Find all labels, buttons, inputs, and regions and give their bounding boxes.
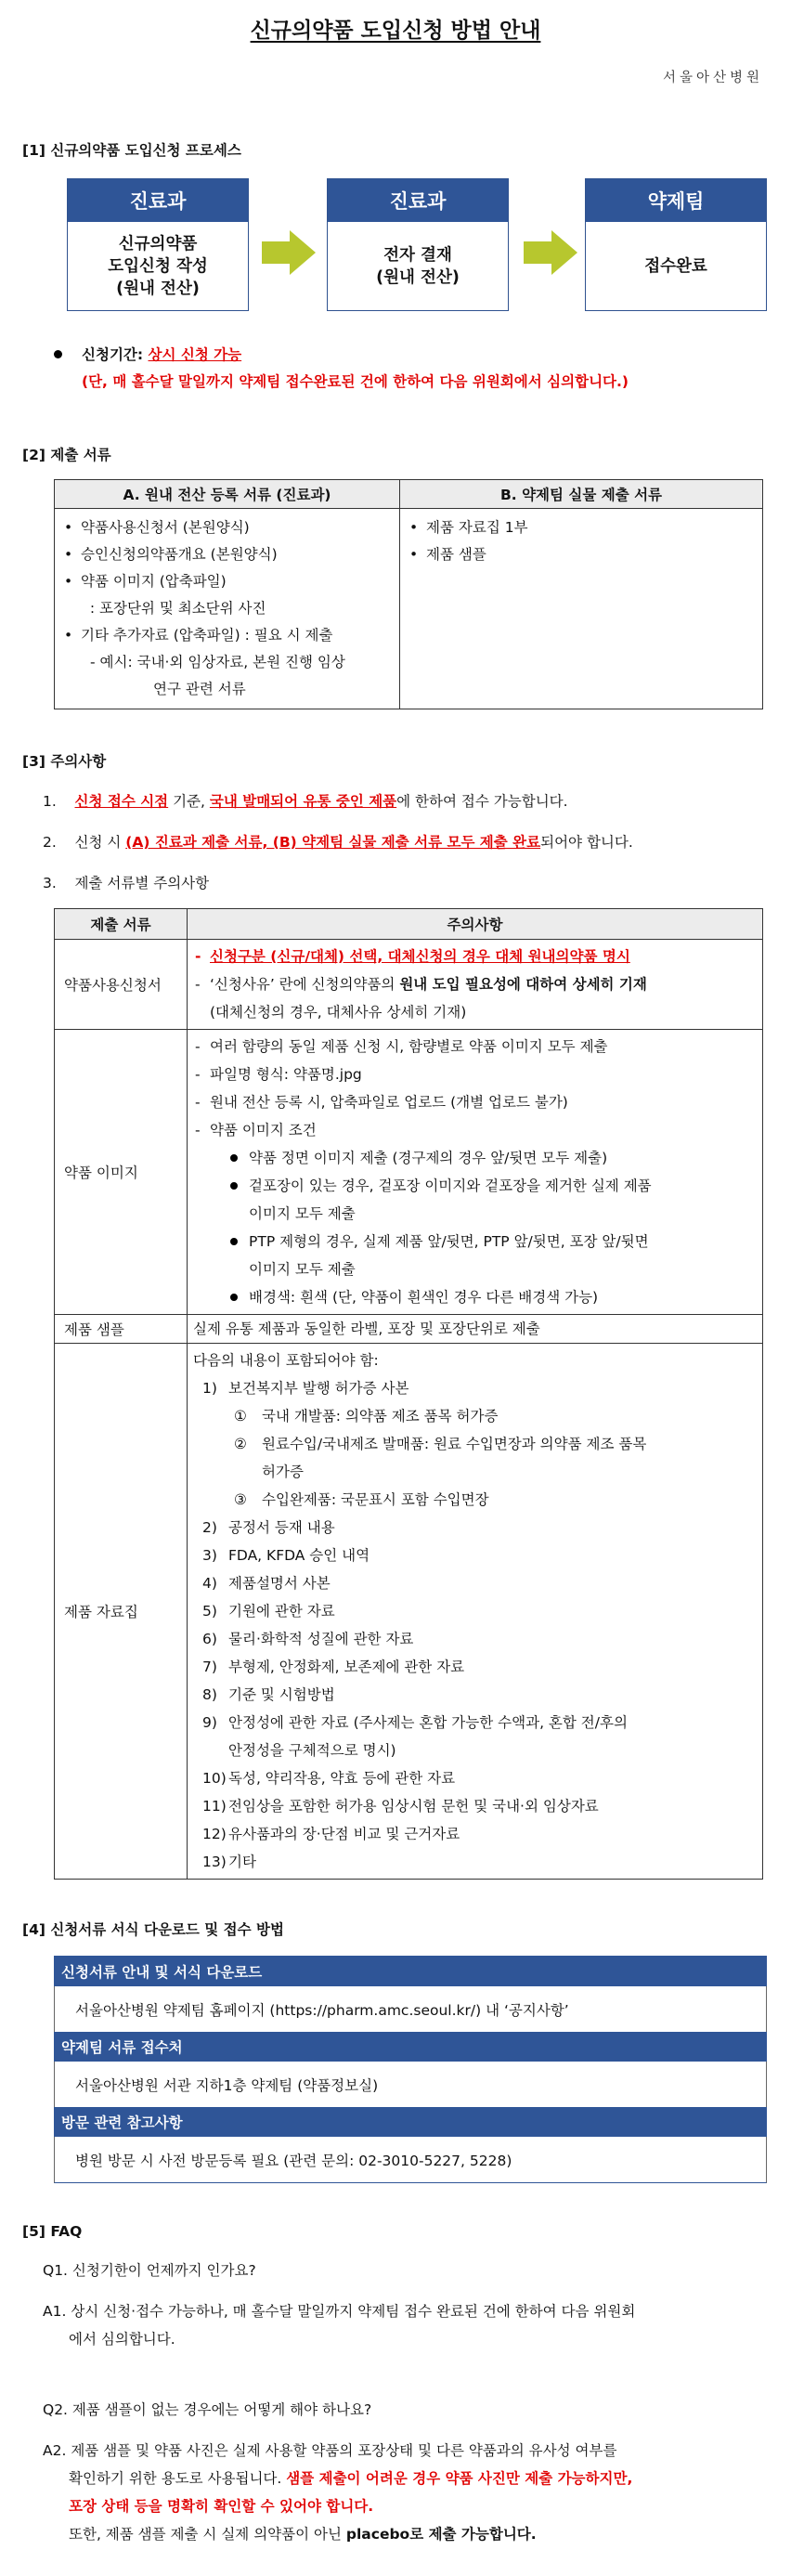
note-line: - 파일명 형식: 약품명.jpg bbox=[193, 1060, 757, 1088]
submission-docs-table bbox=[54, 479, 763, 709]
checklist-number: 8) bbox=[202, 1686, 217, 1703]
document-checklist bbox=[193, 1374, 757, 1876]
process-step-3 bbox=[585, 178, 767, 311]
process-step-1-body: 신규의약품 도입신청 작성 (원내 전산) bbox=[108, 234, 208, 298]
col-a-header: A. 원내 전산 등록 서류 (진료과) bbox=[55, 480, 400, 509]
checklist-item bbox=[193, 1848, 757, 1876]
caution-item-2 bbox=[43, 832, 633, 852]
checklist-number: 12) bbox=[202, 1826, 227, 1842]
period-label: 신청기간: bbox=[82, 346, 149, 363]
checklist-text: 부형제, 안정화제, 보존제에 관한 자료 bbox=[228, 1659, 465, 1675]
checklist-item bbox=[193, 1709, 757, 1737]
application-period bbox=[52, 342, 629, 396]
text: 확인하기 위한 용도로 사용됩니다. bbox=[69, 2470, 287, 2487]
note-line: (대체신청의 경우, 대체사유 상세히 기재) bbox=[210, 1004, 467, 1021]
caution-col-doc: 제출 서류 bbox=[55, 909, 188, 940]
text: 되어야 합니다. bbox=[540, 834, 633, 851]
note-line: 배경색: 흰색 (단, 약품이 흰색인 경우 다른 배경색 가능) bbox=[193, 1283, 757, 1311]
checklist-text: 기원에 관한 자료 bbox=[228, 1603, 335, 1620]
checklist-text: 국내 개발품: 의약품 제조 품목 허가증 bbox=[262, 1408, 499, 1425]
faq-a2 bbox=[43, 2437, 767, 2548]
note-line bbox=[193, 970, 757, 998]
caution-item-1 bbox=[43, 791, 568, 812]
checklist-item bbox=[193, 1820, 757, 1848]
answer-line: 포장 상태 등을 명확히 확인할 수 있어야 합니다. bbox=[69, 2498, 374, 2515]
text: 제출 서류별 주의사항 bbox=[74, 875, 210, 891]
highlight: (A) 진료과 제출 서류, (B) 약제팀 실물 제출 서류 모두 제출 완료 bbox=[125, 834, 541, 851]
list-item: • 제품 샘플 bbox=[409, 541, 753, 568]
period-note: (단, 매 홀수달 말일까지 약제팀 접수완료된 건에 한하여 다음 위원회에서 심의합니다.) bbox=[82, 373, 629, 390]
period-value: 상시 신청 가능 bbox=[148, 346, 242, 363]
checklist-text: 공정서 등재 내용 bbox=[228, 1519, 335, 1536]
list-item: • 약품 이미지 (압축파일) bbox=[64, 568, 390, 595]
list-item: • 약품사용신청서 (본원양식) bbox=[64, 514, 390, 541]
checklist-item bbox=[193, 1402, 757, 1430]
checklist-text: 원료수입/국내제조 발매품: 원료 수입면장과 의약품 제조 품목 bbox=[262, 1436, 647, 1452]
checklist-text: 허가증 bbox=[262, 1464, 304, 1480]
list-item-sub: - 예시: 국내·외 임상자료, 본원 진행 임상 bbox=[90, 654, 345, 670]
table-row bbox=[55, 1030, 763, 1315]
process-step-1 bbox=[67, 178, 249, 311]
highlight: 샘플 제출이 어려운 경우 약품 사진만 제출 가능하지만, bbox=[286, 2470, 633, 2487]
note-line: 겉포장이 있는 경우, 겉포장 이미지와 겉포장을 제거한 실제 제품 bbox=[193, 1172, 757, 1200]
checklist-text: 수입완제품: 국문표시 포함 수입면장 bbox=[262, 1491, 489, 1508]
answer-line bbox=[43, 2520, 767, 2548]
text: ‘신청사유’ 란에 신청의약품의 bbox=[210, 976, 400, 993]
highlight: placebo로 제출 가능합니다. bbox=[345, 2526, 537, 2543]
caution-col-notes: 주의사항 bbox=[188, 909, 763, 940]
table-row bbox=[55, 1344, 763, 1880]
row-notes: 실제 유통 제품과 동일한 라벨, 포장 및 포장단위로 제출 bbox=[188, 1315, 763, 1344]
list-item: • 제품 자료집 1부 bbox=[409, 514, 753, 541]
highlight: 원내 도입 필요성에 대하여 상세히 기재 bbox=[399, 976, 647, 993]
faq-q1: Q1. 신청기한이 언제까지 인가요? bbox=[43, 2262, 256, 2279]
answer-line: 에서 심의합니다. bbox=[69, 2331, 175, 2348]
note-line: - 신청구분 (신규/대체) 선택, 대체신청의 경우 대체 원내의약품 명시 bbox=[193, 943, 757, 970]
highlight: 신청 접수 시점 bbox=[74, 793, 169, 810]
col-b-header: B. 약제팀 실물 제출 서류 bbox=[400, 480, 763, 509]
note-line: 이미지 모두 제출 bbox=[249, 1261, 356, 1278]
answer-line: A2. 제품 샘플 및 약품 사진은 실제 사용할 약품의 포장상태 및 다른 약품과의 유사성 여부를 bbox=[43, 2442, 617, 2459]
text: 또한, 제품 샘플 제출 시 실제 의약품이 아닌 bbox=[69, 2526, 346, 2543]
checklist-number: 3) bbox=[202, 1547, 217, 1564]
checklist-text: 보건복지부 발행 허가증 사본 bbox=[228, 1380, 409, 1397]
checklist-text: 안정성을 구체적으로 명시) bbox=[228, 1742, 396, 1759]
info-header-visit: 방문 관련 참고사항 bbox=[54, 2107, 767, 2137]
checklist-item bbox=[193, 1792, 757, 1820]
checklist-number: 4) bbox=[202, 1575, 217, 1592]
row-notes bbox=[188, 940, 763, 1030]
item-number: 1. bbox=[43, 793, 57, 810]
checklist-item bbox=[193, 1681, 757, 1709]
page-title: 신규의약품 도입신청 방법 안내 bbox=[250, 19, 541, 43]
checklist-text: 전임상을 포함한 허가용 임상시험 문헌 및 국내·외 임상자료 bbox=[228, 1798, 599, 1815]
text: 신청 시 bbox=[74, 834, 126, 851]
process-step-2 bbox=[327, 178, 509, 311]
row-label: 약품 이미지 bbox=[55, 1030, 188, 1315]
note-line: 다음의 내용이 포함되어야 함: bbox=[193, 1352, 379, 1369]
checklist-item bbox=[193, 1486, 757, 1514]
note-line: PTP 제형의 경우, 실제 제품 앞/뒷면, PTP 앞/뒷면, 포장 앞/뒷면 bbox=[193, 1228, 757, 1255]
info-header-reception: 약제팀 서류 접수처 bbox=[54, 2032, 767, 2062]
checklist-number: 5) bbox=[202, 1603, 217, 1620]
answer-line: A1. 상시 신청·접수 가능하나, 매 홀수달 말일까지 약제팀 접수 완료된 건에 한하여 다음 위원회 bbox=[43, 2303, 636, 2320]
row-label: 제품 샘플 bbox=[55, 1315, 188, 1344]
section-3-heading: [3] 주의사항 bbox=[22, 753, 107, 770]
checklist-item bbox=[193, 1737, 757, 1764]
checklist-item bbox=[193, 1764, 757, 1792]
section-1-heading: [1] 신규의약품 도입신청 프로세스 bbox=[22, 142, 241, 159]
process-step-2-head: 진료과 bbox=[328, 179, 508, 222]
info-body-download: 서울아산병원 약제팀 홈페이지 (https://pharm.amc.seoul.kr/) 내 ‘공지사항’ bbox=[54, 1986, 767, 2032]
info-header-download: 신청서류 안내 및 서식 다운로드 bbox=[54, 1956, 767, 1986]
col-b-cell bbox=[400, 509, 763, 709]
row-label: 약품사용신청서 bbox=[55, 940, 188, 1030]
section-5-heading: [5] FAQ bbox=[22, 2223, 83, 2240]
checklist-item bbox=[193, 1374, 757, 1402]
checklist-number: 9) bbox=[202, 1714, 217, 1731]
checklist-item bbox=[193, 1542, 757, 1569]
row-notes bbox=[188, 1030, 763, 1315]
faq-q2: Q2. 제품 샘플이 없는 경우에는 어떻게 해야 하나요? bbox=[43, 2401, 372, 2418]
row-label: 제품 자료집 bbox=[55, 1344, 188, 1880]
checklist-text: 독성, 약리작용, 약효 등에 관한 자료 bbox=[228, 1770, 456, 1787]
checklist-item bbox=[193, 1514, 757, 1542]
row-notes bbox=[188, 1344, 763, 1880]
checklist-item bbox=[193, 1430, 757, 1458]
process-step-3-head: 약제팀 bbox=[586, 179, 766, 222]
info-box bbox=[54, 1956, 767, 2183]
section-2-heading: [2] 제출 서류 bbox=[22, 447, 111, 463]
process-step-3-body: 접수완료 bbox=[644, 256, 707, 276]
table-row bbox=[55, 1315, 763, 1344]
process-step-2-body: 전자 결재 (원내 전산) bbox=[376, 245, 460, 287]
note-line: - 약품 이미지 조건 bbox=[193, 1116, 757, 1144]
list-item-sub: : 포장단위 및 최소단위 사진 bbox=[81, 600, 266, 617]
checklist-number: 13) bbox=[202, 1854, 227, 1870]
item-number: 3. bbox=[43, 875, 57, 891]
checklist-number: 10) bbox=[202, 1770, 227, 1787]
checklist-text: 유사품과의 장·단점 비교 및 근거자료 bbox=[228, 1826, 460, 1842]
info-body-visit: 병원 방문 시 사전 방문등록 필요 (관련 문의: 02-3010-5227, 5228) bbox=[54, 2137, 767, 2183]
text: 기준, bbox=[168, 793, 210, 810]
organization-name: 서울아산병원 bbox=[662, 71, 763, 85]
process-step-1-head: 진료과 bbox=[68, 179, 248, 222]
checklist-number: 1) bbox=[202, 1380, 217, 1397]
note-line: - 여러 함량의 동일 제품 신청 시, 함량별로 약품 이미지 모두 제출 bbox=[193, 1033, 757, 1060]
note-line: 약품 정면 이미지 제출 (경구제의 경우 앞/뒷면 모두 제출) bbox=[193, 1144, 757, 1172]
checklist-number: ① bbox=[234, 1408, 247, 1425]
faq-a1 bbox=[43, 2297, 767, 2353]
table-row bbox=[55, 940, 763, 1030]
info-body-reception: 서울아산병원 서관 지하1층 약제팀 (약품정보실) bbox=[54, 2062, 767, 2107]
list-item-sub: 연구 관련 서류 bbox=[153, 681, 246, 697]
text: 에 한하여 접수 가능합니다. bbox=[396, 793, 568, 810]
checklist-text: 물리·화학적 성질에 관한 자료 bbox=[228, 1631, 414, 1647]
list-item: • 기타 추가자료 (압축파일) : 필요 시 제출 bbox=[64, 622, 390, 649]
checklist-number: ③ bbox=[234, 1491, 247, 1508]
checklist-number: 7) bbox=[202, 1659, 217, 1675]
checklist-item bbox=[193, 1597, 757, 1625]
answer-line bbox=[43, 2465, 767, 2492]
checklist-text: FDA, KFDA 승인 내역 bbox=[228, 1547, 370, 1564]
checklist-number: ② bbox=[234, 1436, 247, 1452]
list-item: • 승인신청의약품개요 (본원양식) bbox=[64, 541, 390, 568]
caution-table bbox=[54, 908, 763, 1880]
item-number: 2. bbox=[43, 834, 57, 851]
checklist-number: 6) bbox=[202, 1631, 217, 1647]
checklist-text: 기타 bbox=[228, 1854, 256, 1870]
highlight: 국내 발매되어 유통 중인 제품 bbox=[209, 793, 397, 810]
checklist-text: 기준 및 시험방법 bbox=[228, 1686, 335, 1703]
col-a-cell bbox=[55, 509, 400, 709]
checklist-text: 제품설명서 사본 bbox=[228, 1575, 331, 1592]
checklist-number: 2) bbox=[202, 1519, 217, 1536]
checklist-item bbox=[193, 1458, 757, 1486]
caution-item-3 bbox=[43, 873, 209, 893]
checklist-number: 11) bbox=[202, 1798, 227, 1815]
checklist-item bbox=[193, 1569, 757, 1597]
checklist-text: 안정성에 관한 자료 (주사제는 혼합 가능한 수액과, 혼합 전/후의 bbox=[228, 1714, 628, 1731]
note-line: 이미지 모두 제출 bbox=[249, 1205, 356, 1222]
checklist-item bbox=[193, 1625, 757, 1653]
section-4-heading: [4] 신청서류 서식 다운로드 및 접수 방법 bbox=[22, 1921, 284, 1938]
checklist-item bbox=[193, 1653, 757, 1681]
note-line: - 원내 전산 등록 시, 압축파일로 업로드 (개별 업로드 불가) bbox=[193, 1088, 757, 1116]
